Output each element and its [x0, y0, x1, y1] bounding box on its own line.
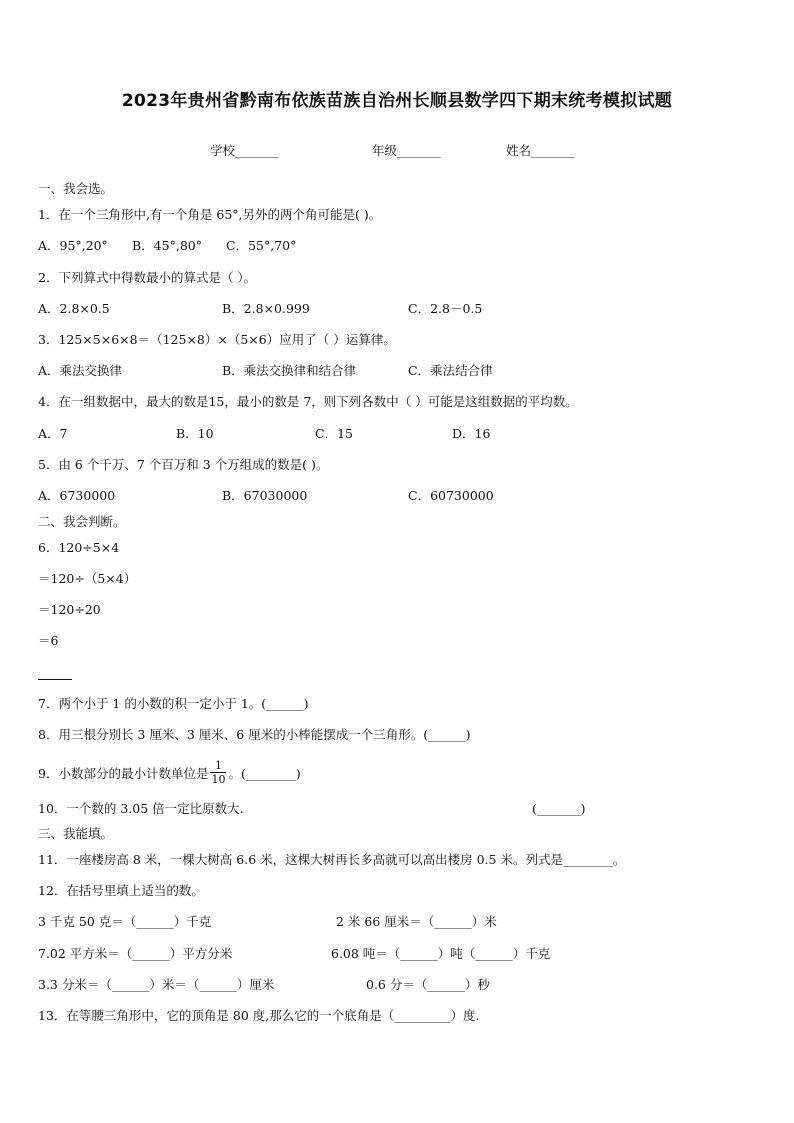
question-12-item-3a: 3.3 分米＝（______）米＝（______）厘米 [38, 977, 275, 992]
question-4-option-c: C．15 [315, 426, 353, 441]
question-5-option-b: B．67030000 [222, 488, 308, 503]
question-12-item-1a: 3 千克 50 克＝（______）千克 [38, 914, 212, 929]
page-title: 2023年贵州省黔南布依族苗族自治州长顺县数学四下期末统考模拟试题 [121, 91, 673, 111]
question-1-option-a: A．95°,20° [38, 238, 108, 253]
section-heading-3: 三、我能填。 [38, 826, 114, 841]
question-3-option-c: C．乘法结合律 [408, 363, 493, 378]
question-3-option-a: A．乘法交换律 [38, 363, 123, 378]
question-13: 13．在等腰三角形中，它的顶角是 80 度,那么它的一个底角是（_________）度. [38, 1008, 480, 1023]
question-2-option-a: A．2.8×0.5 [38, 301, 110, 316]
question-6-line-4: ＝6 [38, 633, 59, 648]
question-5-stem: 5．由 6 个千万、7 个百万和 3 个万组成的数是( )。 [38, 457, 329, 472]
question-6-answer-blank [38, 679, 72, 680]
fraction-denominator: 10 [211, 773, 226, 786]
question-6-line-2: ＝120÷（5×4） [38, 571, 137, 586]
section-heading-1: 一、我会选。 [38, 181, 114, 196]
question-1-stem: 1．在一个三角形中,有一个角是 65°,另外的两个角可能是( )。 [38, 207, 382, 222]
question-12-item-2b: 6.08 吨＝（______）吨（______）千克 [331, 946, 551, 961]
fraction-one-tenth [210, 759, 226, 786]
question-6-line-3: ＝120÷20 [38, 602, 101, 617]
question-3-stem: 3．125×5×6×8＝（125×8）×（5×6）应用了（ ）运算律。 [38, 332, 396, 347]
question-4-stem: 4．在一组数据中，最大的数是15，最小的数是 7，则下列各数中（ ）可能是这组数据的平均数。 [38, 394, 578, 409]
fraction-numerator: 1 [210, 759, 226, 773]
question-1-option-b: B．45°,80° [132, 238, 202, 253]
question-2-stem: 2．下列算式中得数最小的算式是（ ）。 [38, 270, 257, 285]
question-4-option-d: D．16 [452, 426, 491, 441]
question-12-item-1b: 2 米 66 厘米＝（______）米 [336, 914, 497, 929]
question-1-option-c: C．55°,70° [226, 238, 297, 253]
question-5-option-c: C．60730000 [408, 488, 494, 503]
question-9 [38, 761, 301, 788]
question-2-option-b: B．2.8×0.999 [222, 301, 310, 316]
question-2-option-c: C．2.8－0.5 [408, 301, 483, 316]
question-5-option-a: A．6730000 [38, 488, 116, 503]
question-4-option-a: A．7 [38, 426, 68, 441]
grade-field: 年级_______ [372, 143, 441, 158]
question-6-line-1: 6．120÷5×4 [38, 540, 120, 555]
question-12-item-2a: 7.02 平方米＝（______）平方分米 [38, 946, 233, 961]
question-7: 7．两个小于 1 的小数的积一定小于 1。(______) [38, 696, 309, 711]
question-10-blank: (_______) [532, 801, 586, 816]
name-field: 姓名_______ [506, 143, 575, 158]
school-field: 学校_______ [210, 143, 279, 158]
question-12-item-3b: 0.6 分＝（______）秒 [366, 977, 490, 992]
question-3-option-b: B．乘法交换律和结合律 [222, 363, 357, 378]
question-9-text: 9．小数部分的最小计数单位是 [38, 766, 209, 781]
question-4-option-b: B．10 [176, 426, 214, 441]
question-12-stem: 12．在括号里填上适当的数。 [38, 883, 204, 898]
question-10-stem: 10．一个数的 3.05 倍一定比原数大. [38, 801, 244, 816]
section-heading-2: 二、我会判断。 [38, 514, 126, 529]
question-11: 11．一座楼房高 8 米，一棵大树高 6.6 米，这棵大树再长多高就可以高出楼房 0.5 米。列式是________。 [38, 852, 626, 867]
question-9-blank: 。(________) [228, 766, 301, 781]
question-8: 8．用三根分别长 3 厘米、3 厘米、6 厘米的小棒能摆成一个三角形。(______) [38, 727, 471, 742]
